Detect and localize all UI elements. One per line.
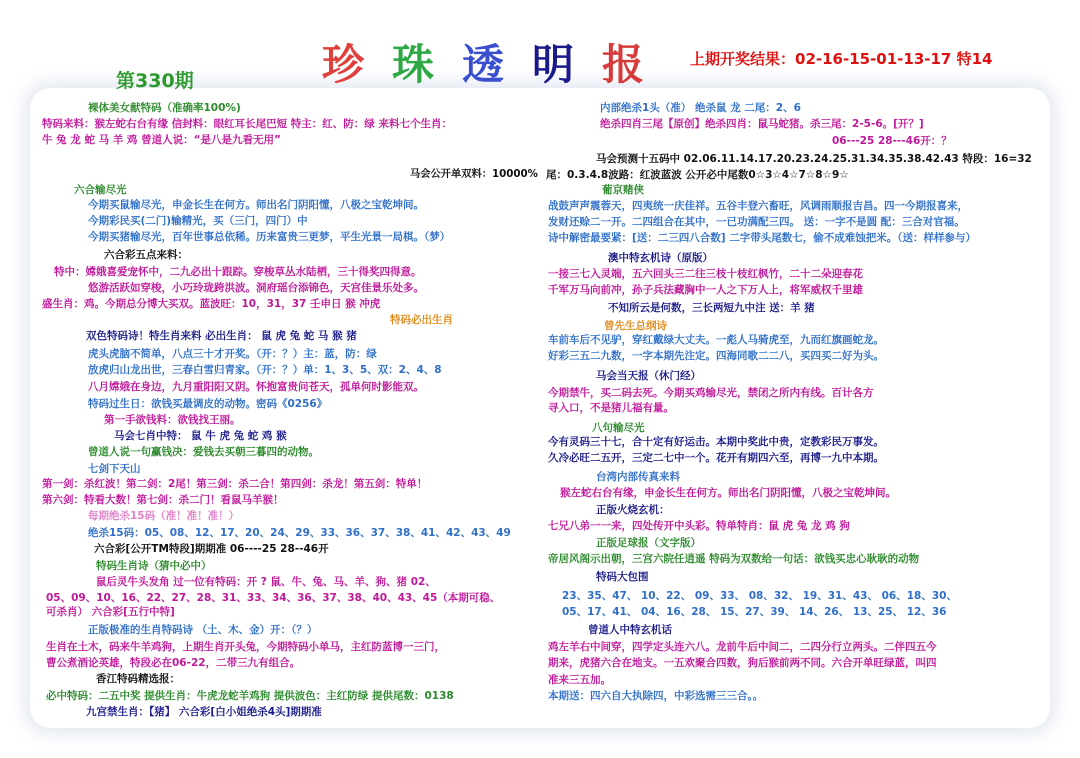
right-text-line: 06---25 28---46开：？ — [832, 135, 952, 147]
left-text-line: 第一剑：杀红波！第二剑：2尾！第三剑：杀二合！第四剑：杀龙！第五剑：特单！ — [42, 478, 428, 490]
right-text-line: 诗中解密最要紧：[送：二三四八合数] 二字带头尾数七，偷不成难蚀把米。（送：样样参与） — [548, 232, 977, 244]
left-text-line: 特码过生日：欲钱买最调皮的动物。密码《0256》 — [88, 398, 328, 410]
right-text-line: 不知所云是何数，三长两短九中注 送：羊 猪 — [608, 302, 815, 314]
left-text-line: 正版极准的生肖特码诗 （土、木、金）开：（？） — [88, 624, 318, 636]
right-text-line: 战鼓声声震蓉天，四夷统一庆佳祥。五谷丰登六畜旺，风调雨顺报吉昌。四一今期报喜来， — [548, 200, 968, 212]
left-text-line: 每期绝杀15码（准！准！准！） — [88, 510, 240, 522]
left-text-line: 悠游活跃如穿梭，小巧玲珑跨洪波。洞府瑶台添锦色，天宫佳景乐处多。 — [88, 282, 424, 294]
left-text-line: 牛 兔 龙 蛇 马 羊 鸡 曾道人说：“是八是九看无用” — [42, 134, 281, 146]
left-text-line: 特码来料：猴左蛇右台有缘 信封料：眼红耳长尾巴短 特主：红、防：绿 来料七个生肖： — [42, 118, 452, 130]
right-text-line: 正版足球报（文字版） — [596, 537, 701, 549]
left-text-line: 特码生肖诗（猜中必中） — [96, 560, 212, 572]
left-text-line: 八月嫦娥在身边，九月重阳阳又阴。怀抱富贵问苍天，孤单何时影能双。 — [88, 381, 424, 393]
right-text-line: 葡京赌侠 — [602, 184, 644, 196]
left-text-line: 放虎归山龙出世，三春白雪归青家。（开：？）单：1、3、5、双：2、4、8 — [88, 364, 442, 376]
right-text-line: 曾先生总纲诗 — [604, 320, 667, 332]
right-text-line: 期来，虎猪六合在地支。一五欢聚合四数，狗后猴前两不同。六合开单旺绿蓝，叫四 — [548, 657, 937, 669]
left-text-line: 绝杀15码：05、08、12、17、20、24、29、33、36、37、38、41、42、43、49 — [88, 527, 511, 539]
right-text-line: 正版火烧玄机： — [596, 504, 670, 516]
right-text-line: 马会当天报（休门经） — [596, 370, 701, 382]
left-text-line: 今期买鼠输尽光，申金长生在何方。师出名门阴阳懂，八极之宝乾坤间。 — [88, 199, 424, 211]
last-draw-result: 上期开奖结果：02-16-15-01-13-17 特14 — [690, 50, 993, 68]
left-text-line: 第六剑：特看大数！第七剑：杀二门！看鼠马羊猴！ — [42, 494, 284, 506]
right-text-line: 车前车后不见驴，穿红戴绿大丈夫。一彪人马骑虎至，九而红旗画蛇龙。 — [548, 334, 884, 346]
right-text-line: 马会预测十五码中 02.06.11.14.17.20.23.24.25.31.34.35.38.42.43 特段：16=32 — [596, 153, 1032, 165]
right-text-line: 23、35、47、 10、22、 09、33、 08、32、 19、31、43、 06、18、30、 — [562, 590, 957, 602]
right-text-line: 发财还赊二一开。二四组合在其中，一已功满配三四。 送：一字不是圆 配：三合对官福。 — [548, 216, 965, 228]
left-text-line: 生肖在土木，码来牛羊鸡狗，上期生肖开头兔，今期特码小单马，主红防蓝博一三门， — [46, 641, 445, 653]
right-text-line: 尾：0.3.4.8波路：红波蓝波 公开必中尾数0☆3☆4☆7☆8☆9☆ — [546, 169, 849, 181]
left-text-line: 七剑下天山 — [88, 463, 141, 475]
right-text-line: 猴左蛇右台有缘，申金长生在何方。师出名门阴阳懂，八极之宝乾坤间。 — [560, 487, 896, 499]
issue-number: 第330期 — [116, 70, 194, 92]
left-text-line: 鼠后灵牛头发角 过一位有特码：开 ? 鼠、牛、兔、马、羊、狗、猪 02、 — [96, 576, 436, 588]
left-text-line: 今期买猪输尽光，百年世事总依稀。历来富贵三更梦，平生光景一局棋。（梦） — [88, 231, 451, 243]
right-text-line: 今期禁牛，买二码去死。今期买鸡输尽光，禁闭之所内有线。百计各方 — [548, 387, 874, 399]
right-text-line: 鸡左羊右中间穿，四学定头连六八。龙前牛后中间二，二四分行立两头。二伴四五今 — [548, 641, 937, 653]
left-text-line: 六合彩[公开TM特段]期期准 06----25 28--46开 — [94, 543, 329, 555]
title-char: 报 — [602, 40, 645, 89]
left-text-line: 香江特码精选报： — [96, 673, 180, 685]
left-text-line: 六合彩五点来料： — [104, 249, 188, 261]
left-text-line: 05、09、10、16、22、27、28、31、33、34、36、37、38、40、43、45（本期可稳、 — [46, 592, 501, 604]
left-text-line: 今期彩民买(二门)输精光，买（三门，四门）中 — [88, 215, 308, 227]
left-text-line: 可杀肖） 六合彩[五行中特] — [46, 606, 175, 618]
right-text-line: 澳中特玄机诗（原版） — [608, 252, 713, 264]
right-text-line: 好彩三五二九数，一字本期先注定。四海同歌二二八，买四买二好为头。 — [548, 350, 884, 362]
left-text-line: 虎头虎脑不简单，八点三十才开奖。（开：？）主：蓝，防：绿 — [88, 348, 377, 360]
right-text-line: 05、17、41、 04、16、28、 15、27、39、 14、26、 13、25、 12、36 — [562, 606, 947, 618]
right-text-line: 曾道人中特玄机话 — [588, 624, 672, 636]
right-text-line: 内部绝杀1头（准） 绝杀鼠 龙 二尾：2、6 — [600, 102, 801, 114]
left-text-line: 曾道人说一句赢钱决：爱钱去买朝三暮四的动物。 — [88, 446, 319, 458]
right-text-line: 特码大包围 — [596, 571, 649, 583]
right-text-line: 七兄八弟一一来，四处传开中头彩。特单特肖：鼠 虎 兔 龙 鸡 狗 — [548, 520, 850, 532]
right-text-line: 今有灵码三十七，合十定有好运击。本期中奖此中贵，定教彩民万事发。 — [548, 436, 884, 448]
left-text-line: 特码必出生肖 — [390, 314, 453, 326]
left-text-line: 裸体美女献特码（准确率100%) — [88, 102, 241, 114]
right-text-line: 久冷必旺二五开，三定二七中一个。花开有期四六至，再博一九中本期。 — [548, 452, 884, 464]
left-text-line: 必中特码：二五中奖 提供生肖：牛虎龙蛇羊鸡狗 提供波色：主红防绿 提供尾数：0138 — [46, 690, 454, 702]
right-text-line: 千军万马向前冲，孙子兵法藏胸中一人之下万人上，将军威权千里雄 — [548, 284, 863, 296]
left-text-line: 马会七肖中特： 鼠 牛 虎 兔 蛇 鸡 猴 — [114, 430, 287, 442]
left-text-line: 特中：嫦娥喜爱宠怀中，二九必出十跟踪。穿梭草丛水陆栖，三十得奖四得意。 — [54, 266, 422, 278]
right-text-line: 台湾内部传真来料 — [596, 471, 680, 483]
left-text-line: 六合输尽光 — [74, 184, 127, 196]
title-char: 珍 — [322, 40, 365, 89]
right-text-line: 八句输尽光 — [592, 422, 645, 434]
left-text-line: 双色特码诗！特生肖来料 必出生肖： 鼠 虎 兔 蛇 马 猴 猪 — [86, 330, 357, 342]
right-text-line: 绝杀四肖三尾【原创】绝杀四肖：鼠马蛇猪。杀三尾：2-5-6。[开？] — [600, 118, 924, 130]
right-text-line: 寻入口，不是猪儿福有量。 — [548, 402, 674, 414]
left-text-line: 盛生肖：鸡。今期总分博大买双。蓝波旺：10，31，37 壬申日 猴 冲虎 — [42, 298, 381, 310]
right-text-line: 准来三五加。 — [548, 674, 611, 686]
title-char: 明 — [532, 40, 575, 89]
title-char: 珠 — [392, 40, 435, 89]
left-text-line: 曹公煮酒论英雄，特段必在06-22，二带三九有组合。 — [46, 657, 301, 669]
right-text-line: 帝居风阁示出朝，三宫六院任逍遥 特码为双数给一句话：欲钱买忠心耿耿的动物 — [548, 553, 920, 565]
title-char: 透 — [462, 40, 505, 89]
left-text-line: 马会公开单双料：10000% — [410, 168, 538, 180]
right-text-line: 本期送：四六自大执除四，中彩选需三三合。。 — [548, 690, 764, 702]
left-text-line: 九宫禁生肖：【猪】 六合彩[白小姐绝杀4头]期期准 — [86, 706, 322, 718]
right-text-line: 一接三七入灵端，五六回头三二往三枝十枝红枫竹，二十二朵迎春花 — [548, 268, 863, 280]
left-text-line: 第一手欲钱料：欲钱找王丽。 — [104, 414, 241, 426]
